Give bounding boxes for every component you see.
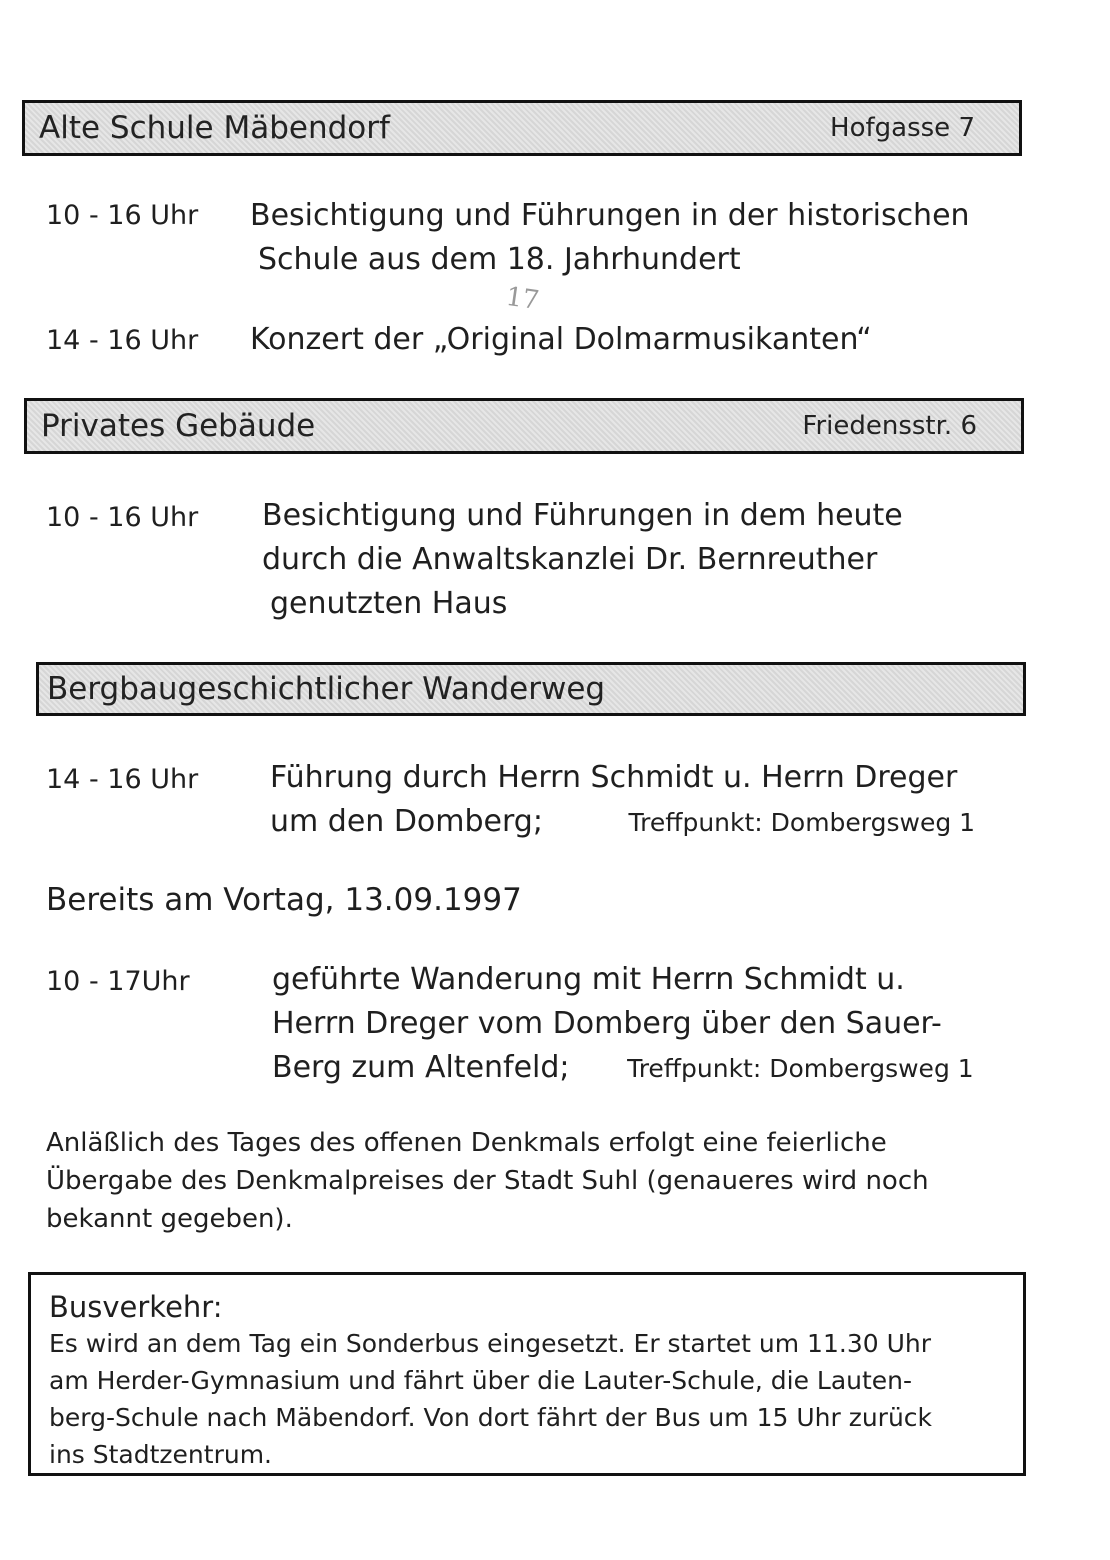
- section-header-wanderweg: [36, 662, 1026, 716]
- event-line: um den Domberg;: [270, 804, 543, 839]
- event-description: [250, 318, 872, 362]
- event-time: 10 - 17Uhr: [46, 966, 190, 997]
- event-line: Konzert der „Original Dolmarmusikanten“: [250, 322, 872, 357]
- section-address: Hofgasse 7: [830, 113, 975, 143]
- notice-line: Anläßlich des Tages des offenen Denkmals erfolgt eine feierliche: [46, 1128, 887, 1158]
- event-line: Führung durch Herrn Schmidt u. Herrn Dreger: [270, 760, 958, 795]
- notice-line: Übergabe des Denkmalpreises der Stadt Suhl (genaueres wird noch: [46, 1166, 929, 1196]
- bus-line: berg-Schule nach Mäbendorf. Von dort fährt der Bus um 15 Uhr zurück: [49, 1403, 933, 1432]
- pre-day-heading: Bereits am Vortag, 13.09.1997: [46, 882, 522, 918]
- event-line: genutzten Haus: [270, 586, 508, 621]
- event-line: durch die Anwaltskanzlei Dr. Bernreuther: [262, 542, 878, 577]
- event-time: 14 - 16 Uhr: [46, 764, 199, 795]
- section-address: Friedensstr. 6: [802, 411, 977, 441]
- bus-line: Es wird an dem Tag ein Sonderbus eingesetzt. Er startet um 11.30 Uhr: [49, 1329, 931, 1358]
- event-line: Herrn Dreger vom Domberg über den Sauer-: [272, 1006, 942, 1041]
- bus-title: Busverkehr:: [49, 1290, 223, 1324]
- event-line: Berg zum Altenfeld;: [272, 1050, 570, 1085]
- event-description: [262, 494, 903, 626]
- event-line: Besichtigung und Führungen in dem heute: [262, 498, 903, 533]
- section-header-privates-gebaeude: [24, 398, 1024, 454]
- section-header-alte-schule: [22, 100, 1022, 156]
- event-time: 14 - 16 Uhr: [46, 325, 199, 356]
- event-description: [250, 194, 970, 282]
- meeting-point: Treffpunkt: Dombergsweg 1: [627, 1054, 974, 1083]
- event-description: [270, 756, 975, 845]
- notice-line: bekannt gegeben).: [46, 1204, 293, 1234]
- event-line-with-meeting: [270, 800, 975, 845]
- bus-line: ins Stadtzentrum.: [49, 1440, 272, 1469]
- section-title: Privates Gebäude: [41, 408, 316, 444]
- section-title: Bergbaugeschichtlicher Wanderweg: [47, 671, 606, 707]
- section-title: Alte Schule Mäbendorf: [39, 110, 390, 146]
- event-time: 10 - 16 Uhr: [46, 200, 199, 231]
- bus-info-box: [28, 1272, 1026, 1476]
- event-line: geführte Wanderung mit Herrn Schmidt u.: [272, 962, 905, 997]
- pencil-annotation: 17: [504, 281, 542, 317]
- event-description: [272, 958, 974, 1091]
- notice-paragraph: [46, 1124, 929, 1238]
- event-line-with-meeting: [272, 1046, 974, 1091]
- event-line: Schule aus dem 18. Jahrhundert: [258, 242, 741, 277]
- bus-line: am Herder-Gymnasium und fährt über die Lauter-Schule, die Lauten-: [49, 1366, 913, 1395]
- event-time: 10 - 16 Uhr: [46, 502, 199, 533]
- event-line: Besichtigung und Führungen in der historischen: [250, 198, 970, 233]
- meeting-point: Treffpunkt: Dombergsweg 1: [628, 808, 976, 837]
